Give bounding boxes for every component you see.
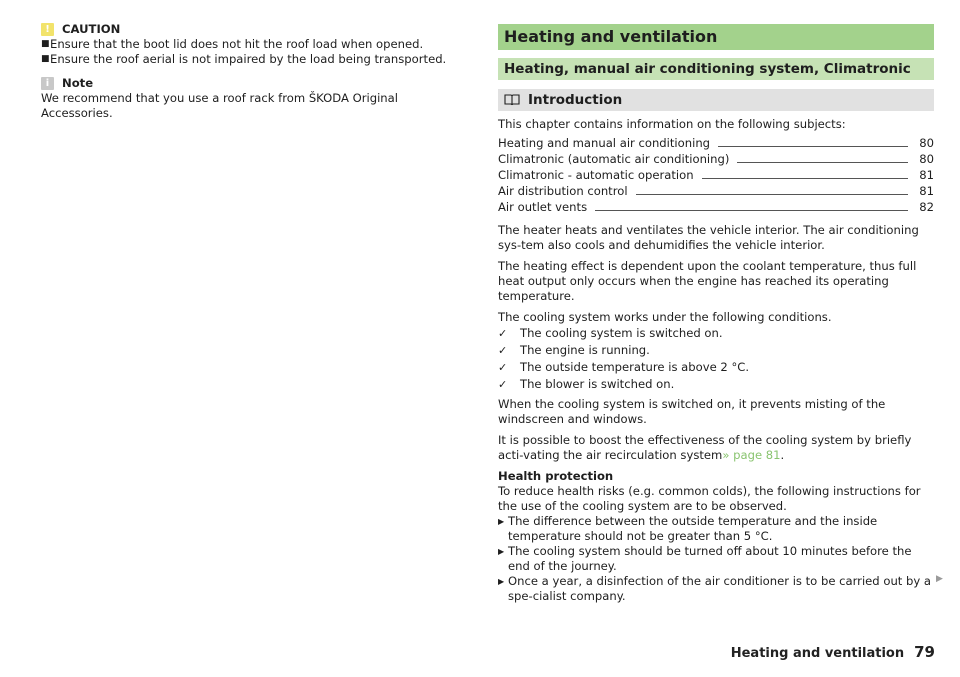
list-item: ✓ The outside temperature is above 2 °C. <box>498 360 750 374</box>
chapter-heading: Heating and ventilation <box>498 24 934 50</box>
list-item: ▶ The cooling system should be turned off about 10 minutes before the end of the journey. <box>498 544 912 573</box>
caution-item: ■ Ensure the roof aerial is not impaired by the load being transported. <box>41 52 447 66</box>
book-icon <box>504 94 520 106</box>
list-item: ▶ The difference between the outside temperature and the inside temperature should not be greater than 5 °C. <box>498 514 878 543</box>
intro-text: This chapter contains information on the following subjects: <box>498 117 846 131</box>
list-item: ✓ The cooling system is switched on. <box>498 326 723 340</box>
conditions-list <box>498 325 934 393</box>
section-heading: Heating, manual air conditioning system, Climatronic <box>498 58 934 80</box>
paragraph: The heater heats and ventilates the vehicle interior. The air conditioning sys-tem also cools and dehumidifies the vehicle interior. <box>498 223 919 252</box>
right-column <box>498 24 934 604</box>
caution-header <box>41 22 461 37</box>
caution-title: CAUTION <box>62 22 121 36</box>
paragraph: When the cooling system is switched on, it prevents misting of the windscreen and windows. <box>498 397 886 426</box>
check-icon: ✓ <box>498 327 508 340</box>
toc-item[interactable]: Climatronic (automatic air conditioning) 80 <box>498 152 934 166</box>
note-block <box>41 76 461 121</box>
arrow-bullet-icon: ▶ <box>498 517 505 526</box>
toc-item[interactable]: Heating and manual air conditioning 80 <box>498 136 934 150</box>
list-item: ▶ Once a year, a disinfection of the air conditioner is to be carried out by a spe-cialist company. <box>498 574 932 603</box>
check-icon: ✓ <box>498 361 508 374</box>
note-title: Note <box>62 76 94 90</box>
health-title: Health protection <box>498 469 614 483</box>
caution-icon: ! <box>41 23 54 36</box>
subsection-heading <box>498 89 934 111</box>
page-footer <box>731 645 935 661</box>
footer-section: Heating and ventilation <box>730 646 905 661</box>
health-intro: To reduce health risks (e.g. common colds), the following instructions for the use of the cooling system are to be observed. <box>498 484 921 513</box>
left-column <box>41 22 461 121</box>
toc-list <box>498 135 934 215</box>
check-icon: ✓ <box>498 378 508 391</box>
caution-item: ■ Ensure that the boot lid does not hit the roof load when opened. <box>41 37 424 51</box>
paragraph: It is possible to boost the effectiveness of the cooling system by briefly acti-vating the air recirculation system» page 81. <box>498 433 912 462</box>
page-number: 79 <box>914 643 935 661</box>
list-item: ✓ The blower is switched on. <box>498 377 675 391</box>
arrow-bullet-icon: ▶ <box>498 577 505 586</box>
page-link[interactable]: » page 81 <box>722 448 781 462</box>
toc-item[interactable]: Climatronic - automatic operation 81 <box>498 168 934 182</box>
subsection-title: Introduction <box>528 92 623 108</box>
note-header <box>41 76 461 91</box>
paragraph: The cooling system works under the following conditions. <box>498 310 832 324</box>
toc-item[interactable]: Air distribution control 81 <box>498 184 934 198</box>
toc-item[interactable]: Air outlet vents 82 <box>498 200 934 214</box>
list-item: ✓ The engine is running. <box>498 343 650 357</box>
paragraph: The heating effect is dependent upon the coolant temperature, thus full heat output only occurs when the engine has reached its operating temperature. <box>498 259 917 303</box>
check-icon: ✓ <box>498 344 508 357</box>
arrow-bullet-icon: ▶ <box>498 547 505 556</box>
continue-arrow-icon: ▶ <box>936 574 943 584</box>
note-text: We recommend that you use a roof rack from ŠKODA Original Accessories. <box>41 91 398 120</box>
info-icon: i <box>41 77 54 90</box>
